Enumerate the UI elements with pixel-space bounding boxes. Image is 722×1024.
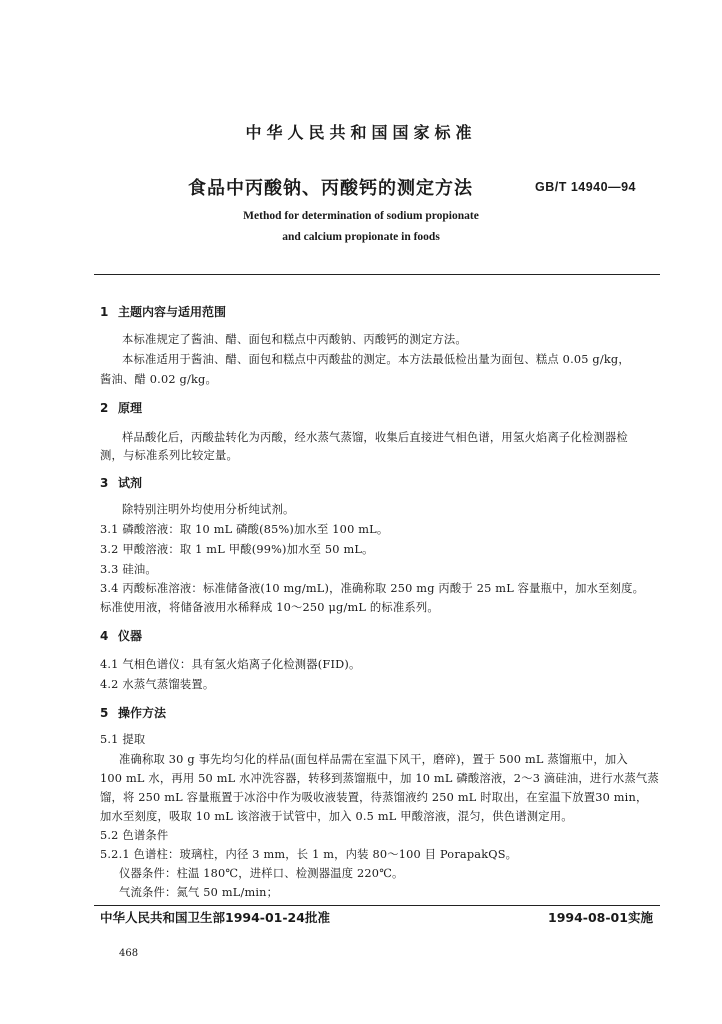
s5-instrument-conditions: 仪器条件：柱温 180℃，进样口、检测器温度 220℃。 [119, 867, 404, 880]
s1-paragraph-2a: 本标准适用于酱油、醋、面包和糕点中丙酸盐的测定。本方法最低检出量为面包、糕点 0.05 g/kg， [122, 353, 630, 366]
s5-para-line-4: 加水至刻度，吸取 10 mL 该溶液于试管中，加入 0.5 mL 甲酸溶液，混匀，供色谱测定用。 [100, 810, 573, 823]
section-number: 2 [100, 401, 109, 415]
section-number: 3 [100, 476, 109, 490]
footer-divider [94, 905, 660, 906]
s5-sub-5-1: 5.1 提取 [100, 733, 146, 746]
section-title: 原理 [118, 401, 143, 415]
implementation-date: 1994-08-01实施 [548, 910, 653, 925]
s3-item-3-2: 3.2 甲酸溶液：取 1 mL 甲酸(99%)加水至 50 mL。 [100, 543, 374, 556]
s5-para-line-3: 馏，将 250 mL 容量瓶置于冰浴中作为吸收液装置，待蒸馏液约 250 mL 时取出，在室温下放置30 min， [100, 791, 648, 804]
s5-sub-5-2: 5.2 色谱条件 [100, 829, 169, 842]
s3-item-3-3: 3.3 硅油。 [100, 563, 157, 576]
standard-code: GB/T 14940—94 [535, 180, 636, 194]
section-number: 5 [100, 706, 109, 720]
page-number: 468 [119, 948, 139, 959]
section-1-heading [100, 303, 226, 320]
section-title: 仪器 [118, 629, 143, 643]
s3-item-3-4a: 3.4 丙酸标准溶液：标准储备液(10 mg/mL)，准确称取 250 mg 丙酸于 25 mL 容量瓶中，加水至刻度。 [100, 582, 645, 595]
header-divider [94, 274, 660, 275]
s5-para-line-2: 100 mL 水，再用 50 mL 水冲洗容器，转移到蒸馏瓶中，加 10 mL 磷酸溶液，2～3 滴硅油，进行水蒸气蒸 [100, 772, 659, 785]
national-standard-heading: 中华人民共和国国家标准 [245, 123, 477, 142]
section-2-heading [100, 399, 142, 416]
s2-paragraph-1b: 测，与标准系列比较定量。 [100, 449, 238, 462]
section-number: 1 [100, 305, 109, 319]
s4-item-4-1: 4.1 气相色谱仪：具有氢火焰离子化检测器(FID)。 [100, 658, 361, 671]
section-3-heading [100, 474, 142, 491]
document-title-en-line2: and calcium propionate in foods [282, 231, 440, 243]
s5-para-line-1: 准确称取 30 g 事先均匀化的样品(面包样品需在室温下风干，磨碎)，置于 500 mL 蒸馏瓶中，加入 [119, 753, 628, 766]
s3-item-3-1: 3.1 磷酸溶液：取 10 mL 磷酸(85%)加水至 100 mL。 [100, 523, 389, 536]
section-title: 操作方法 [118, 706, 167, 720]
section-number: 4 [100, 629, 109, 643]
section-title: 试剂 [118, 476, 143, 490]
s3-item-3-4b: 标准使用液，将储备液用水稀释成 10～250 μg/mL 的标准系列。 [100, 601, 439, 614]
s1-paragraph-1: 本标准规定了酱油、醋、面包和糕点中丙酸钠、丙酸钙的测定方法。 [122, 333, 467, 346]
s1-paragraph-2b: 酱油、醋 0.02 g/kg。 [100, 373, 217, 386]
section-4-heading [100, 627, 142, 644]
s2-paragraph-1a: 样品酸化后，丙酸盐转化为丙酸，经水蒸气蒸馏，收集后直接进气相色谱，用氢火焰离子化检测器检 [122, 431, 628, 444]
s4-item-4-2: 4.2 水蒸气蒸馏装置。 [100, 678, 215, 691]
s5-sub-5-2-1: 5.2.1 色谱柱：玻璃柱，内径 3 mm，长 1 m，内装 80～100 目 PorapakQS。 [100, 848, 518, 861]
document-title-en-line1: Method for determination of sodium propionate [243, 210, 479, 222]
s5-gas-conditions: 气流条件：氮气 50 mL/min； [119, 886, 279, 899]
document-title-cn: 食品中丙酸钠、丙酸钙的测定方法 [188, 178, 473, 199]
section-5-heading [100, 704, 166, 721]
section-title: 主题内容与适用范围 [118, 305, 227, 319]
s3-intro: 除特别注明外均使用分析纯试剂。 [122, 503, 295, 516]
approval-line: 中华人民共和国卫生部1994-01-24批准 [100, 910, 330, 925]
